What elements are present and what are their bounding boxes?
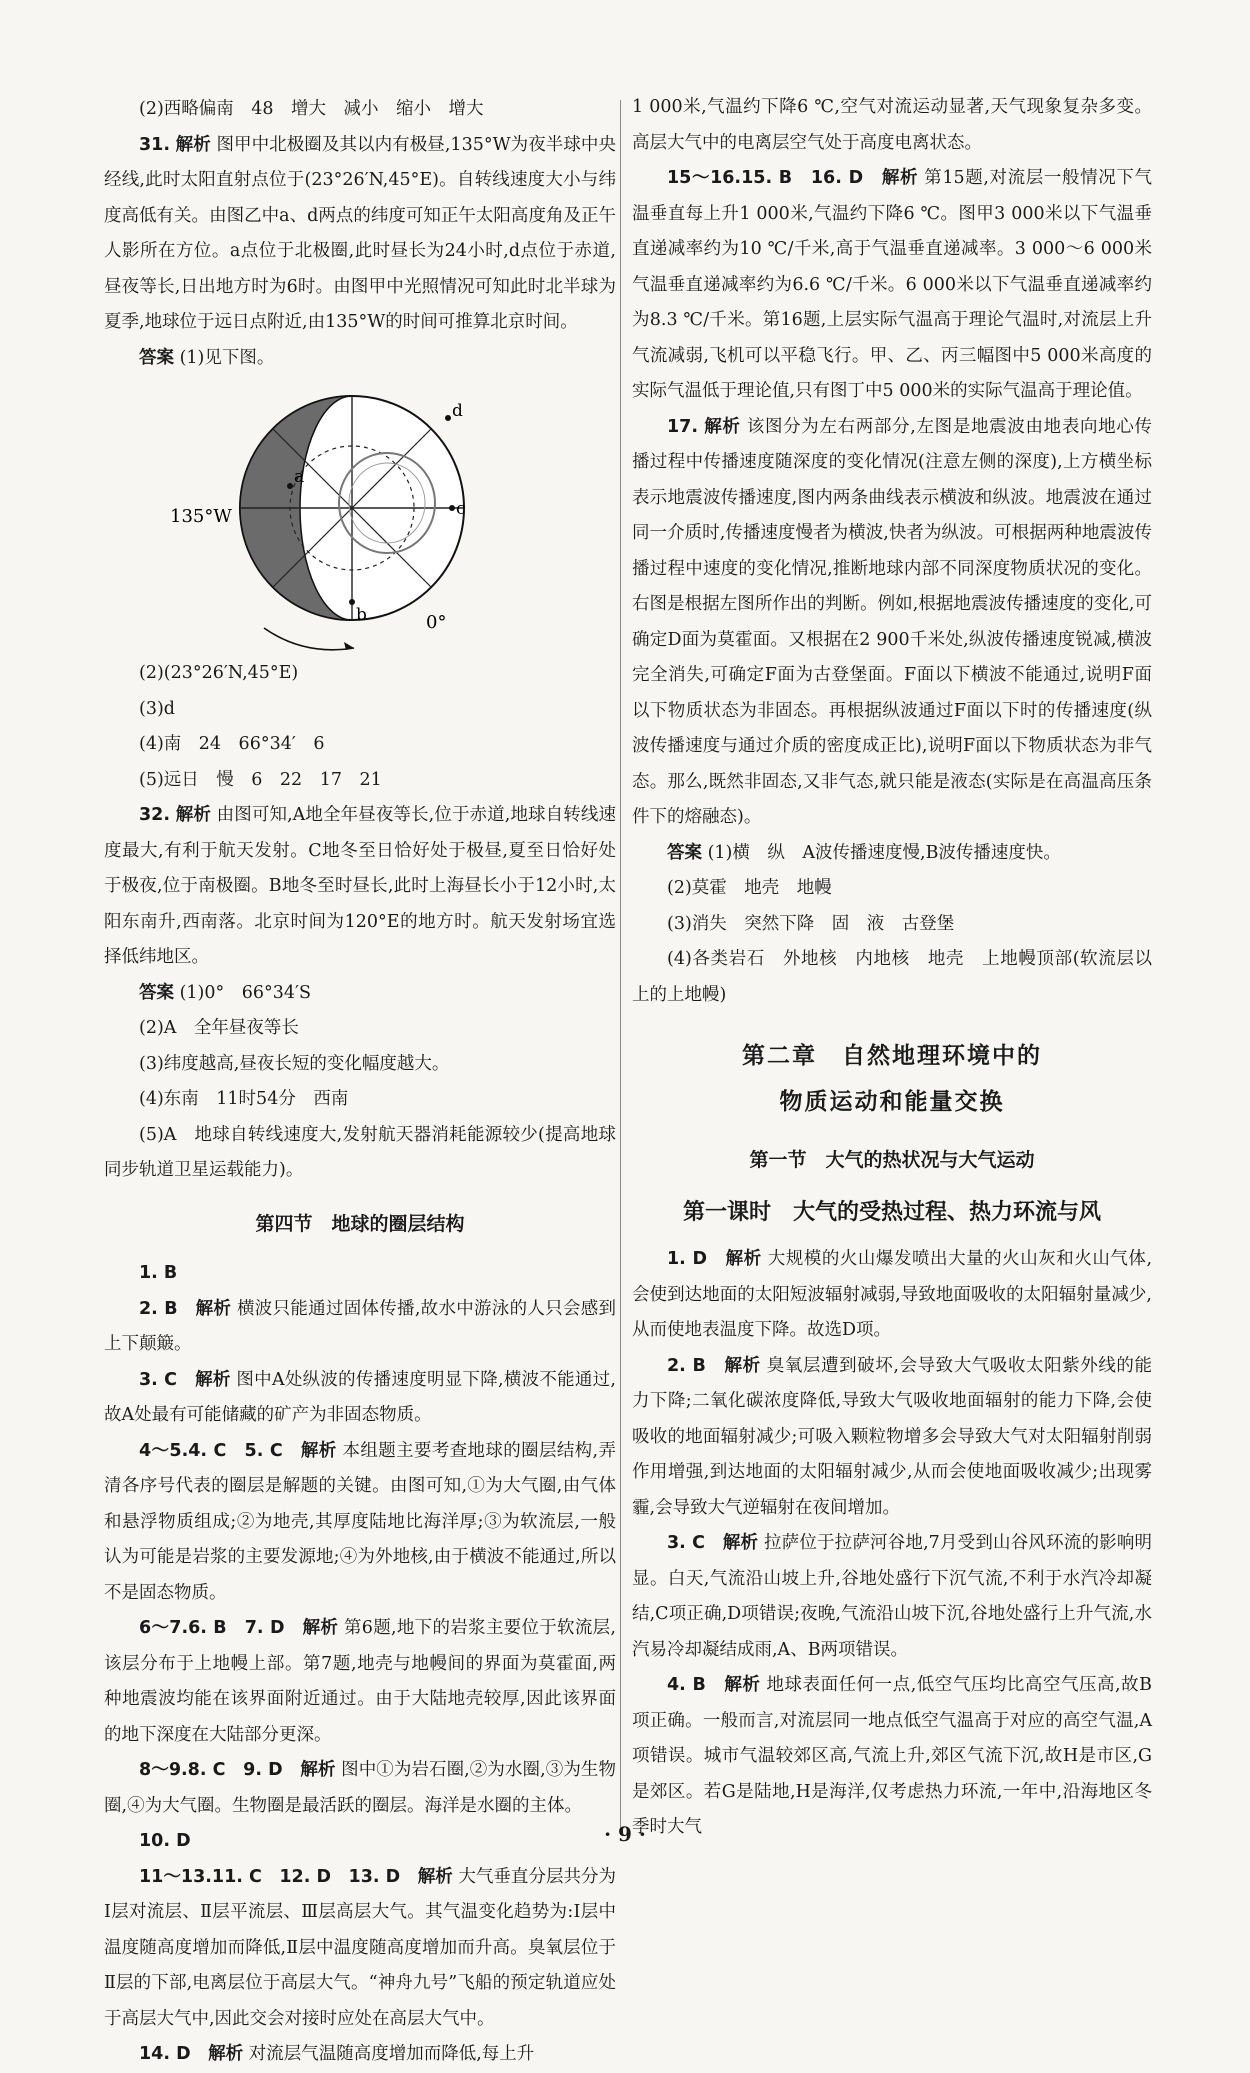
question-4-5: 4～5.4. C 5. C 解析 本组题主要考查地球的圈层结构,弄清各序号代表的圈层是解题的关键。由图可知,①为大气圈,由气体和悬浮物质组成;②为地壳,其厚度陆地比海洋厚;③为软流层,一般认为可能是岩浆的主要发源地;④为外地核,由于横波不能通过,所以不是固态物质。 bbox=[104, 1440, 616, 1603]
question-2: 2. B 解析 横波只能通过固体传播,故水中游泳的人只会感到上下颠簸。 bbox=[104, 1298, 616, 1354]
question-17-answer-4: (4)各类岩石 外地核 内地核 地壳 上地幔顶部(软流层以上的上地幔) bbox=[632, 949, 1152, 1005]
question-3: 3. C 解析 图中A处纵波的传播速度明显下降,横波不能通过,故A处最有可能储藏的矿产为非固态物质。 bbox=[104, 1369, 616, 1425]
column-divider bbox=[620, 100, 621, 1830]
question-31-answer-4: (4)南 24 66°34′ 6 bbox=[139, 734, 325, 754]
question-32-answer-3: (3)纬度越高,昼夜长短的变化幅度越大。 bbox=[139, 1053, 450, 1074]
question-17-explanation: 17. 解析 该图分为左右两部分,左图是地震波由地表向地心传播过程中传播速度随深度的变化情况(注意左侧的深度),上方横坐标表示地震波传播速度,图内两条曲线表示横波和纵波。地震波在通过同一介质时,传播速度慢者为横波,快者为纵波。可根据两种地震波传播过程中速度的变化情况,推断地球内部不同深度物质状况的变化。右图是根据左图所作出的判断。例如,根据地震波传播速度的变化,可确定D面为莫霍面。又根据在2 900千米处,纵波传播速度锐减,横波完全消失,可确定F面为古登堡面。F面以下横波不能通过,说明F面以下物质状态为非固态。再根据纵波通过F面以下时的传播速度(纵波传播速度与通过介质的密度成正比),说明F面以下物质状态为非气态。那么,既然非固态,又非气态,就只能是液态(实际是在高温高压条件下的熔融态)。 bbox=[632, 416, 1152, 827]
question-32-explanation: 32. 解析 由图可知,A地全年昼夜等长,位于赤道,地球自转线速度最大,有利于航天发射。C地冬至日恰好处于极昼,夏至日恰好处于极夜,位于南极圈。B地冬至时昼长,此时上海昼长小于12小时,太阳东南升,西南落。北京时间为120°E的地方时。航天发射场宜选择低纬地区。 bbox=[104, 805, 617, 967]
longitude-135w-label: 135°W bbox=[170, 506, 232, 527]
question-10: 10. D bbox=[139, 1831, 191, 1851]
chapter2-question-3: 3. C 解析 拉萨位于拉萨河谷地,7月受到山谷风环流的影响明显。白天,气流沿山坡上升,谷地处盛行下沉气流,不利于水汽冷却凝结,C项正确,D项错误;夜晚,气流沿山坡下沉,谷地处盛行上升气流,水汽易冷却凝结成雨,A、B两项错误。 bbox=[632, 1533, 1153, 1660]
question-14: 14. D 解析 对流层气温随高度增加而降低,每上升 bbox=[139, 2044, 535, 2064]
point-c-label: c bbox=[456, 499, 466, 519]
longitude-0-label: 0° bbox=[426, 612, 447, 633]
question-14-continued: 1 000米,气温约下降6 ℃,空气对流运动显著,天气现象复杂多变。高层大气中的电离层空气处于高度电离状态。 bbox=[632, 97, 1152, 153]
page-number: · 9 · bbox=[604, 1822, 646, 1846]
question-32-answer-4: (4)东南 11时54分 西南 bbox=[139, 1089, 349, 1109]
question-17-answer: 答案 (1)横 纵 A波传播速度慢,B波传播速度快。 bbox=[667, 842, 1061, 863]
lesson-title-1: 第一课时 大气的受热过程、热力环流与风 bbox=[682, 1199, 1101, 1225]
question-17-answer-2: (2)莫霍 地壳 地幔 bbox=[667, 878, 832, 898]
question-17-answer-3: (3)消失 突然下降 固 液 古登堡 bbox=[667, 913, 955, 934]
chapter2-question-4: 4. B 解析 地球表面任何一点,低空气压均比高空气压高,故B项正确。一般而言,对流层同一地点低空气温高于对应的高空气温,A项错误。城市气温较郊区高,气流上升,郊区气流下沉,故H是市区,G是郊区。若G是陆地,H是海洋,仅考虑热力环流,一年中,沿海地区冬季时大气 bbox=[632, 1675, 1153, 1837]
point-b-label: b bbox=[356, 605, 367, 625]
point-a-label: a bbox=[294, 467, 305, 487]
answer-line-30: (2)西略偏南 48 增大 减小 缩小 增大 bbox=[139, 99, 484, 119]
question-6-7: 6～7.6. B 7. D 解析 第6题,地下的岩浆主要位于软流层,该层分布于上地幔上部。第7题,地壳与地幔间的界面为莫霍面,两种地震波均能在该界面附近通过。由于大陆地壳较厚,因此该界面的地下深度在大陆部分更深。 bbox=[104, 1618, 616, 1745]
section-title-1: 第一节 大气的热状况与大气运动 bbox=[749, 1149, 1035, 1171]
chapter2-question-2: 2. B 解析 臭氧层遭到破坏,会导致大气吸收太阳紫外线的能力下降;二氧化碳浓度降低,导致大气吸收地面辐射的能力下降,会使吸收的地面辐射减少;可吸入颗粒物增多会导致大气对太阳辐射削弱作用增强,到达地面的太阳辐射减少,从而会使地面吸收减少;出现雾霾,会导致大气逆辐射在夜间增加。 bbox=[632, 1355, 1152, 1518]
question-31-answer-5: (5)远日 慢 6 22 17 21 bbox=[139, 769, 382, 790]
chapter-title: 第二章 自然地理环境中的 物质运动和能量交换 bbox=[742, 1043, 1042, 1115]
left-column bbox=[104, 92, 616, 2073]
question-32-answer: 答案 (1)0° 66°34′S bbox=[139, 982, 311, 1003]
section-title-4: 第四节 地球的圈层结构 bbox=[255, 1212, 465, 1235]
question-31-explanation: 31. 解析 图甲中北极圈及其以内有极昼,135°W为夜半球中央经线,此时太阳直射点位于(23°26′N,45°E)。自转线速度大小与纬度高低有关。由图乙中a、d两点的纬度可知正午太阳高度角及正午人影所在方位。a点位于北极圈,此时昼长为24小时,d点位于赤道,昼夜等长,日出地方时为6时。由图甲中光照情况可知此时北半球为夏季,地球位于远日点附近,由135°W的时间可推算北京时间。 bbox=[104, 134, 616, 332]
right-column bbox=[632, 90, 1152, 1846]
chapter2-question-1: 1. D 解析 大规模的火山爆发喷出大量的火山灰和火山气体,会使到达地面的太阳短波辐射减弱,导致地面吸收的太阳辐射量减少,从而使地表温度下降。故选D项。 bbox=[632, 1249, 1153, 1340]
question-32-answer-5: (5)A 地球自转线速度大,发射航天器消耗能源较少(提高地球同步轨道卫星运载能力)。 bbox=[104, 1124, 616, 1180]
stamp-logo bbox=[334, 448, 440, 558]
question-1: 1. B bbox=[139, 1263, 178, 1283]
point-d-label: d bbox=[452, 401, 463, 421]
question-32-answer-2: (2)A 全年昼夜等长 bbox=[139, 1018, 299, 1038]
question-11-13: 11～13.11. C 12. D 13. D 解析 大气垂直分层共分为Ⅰ层对流层、Ⅱ层平流层、Ⅲ层高层大气。其气温变化趋势为:Ⅰ层中温度随高度增加而降低,Ⅱ层中温度随高度增加而升高。臭氧层位于Ⅱ层的下部,电离层位于高层大气。“神舟九号”飞船的预定轨道应处于高层大气中,因此交会对接时应处在高层大气中。 bbox=[104, 1866, 617, 2029]
question-15-16: 15～16.15. B 16. D 解析 第15题,对流层一般情况下气温垂直每上升1 000米,气温约下降6 ℃。图甲3 000米以下气温垂直递减率约为10 ℃/千米,高于气温垂直递减率。3 000～6 000米气温垂直递减率约为6.6 ℃/千米。6 000米以下气温垂直递减率约为8.3 ℃/千米。第16题,上层实际气温高于理论气温时,对流层上升气流减弱,飞机可以平稳飞行。甲、乙、丙三幅图中5 000米高度的实际气温低于理论值,只有图丁中5 000米的实际气温高于理论值。 bbox=[632, 168, 1152, 401]
question-31-answer-3: (3)d bbox=[139, 698, 175, 719]
question-8-9: 8～9.8. C 9. D 解析 图中①为岩石圈,②为水圈,③为生物圈,④为大气圈。生物圈是最活跃的圈层。海洋是水圈的主体。 bbox=[104, 1760, 616, 1816]
question-31-answer: 答案 (1)见下图。 bbox=[139, 347, 275, 368]
question-31-answer-2: (2)(23°26′N,45°E) bbox=[139, 663, 299, 683]
